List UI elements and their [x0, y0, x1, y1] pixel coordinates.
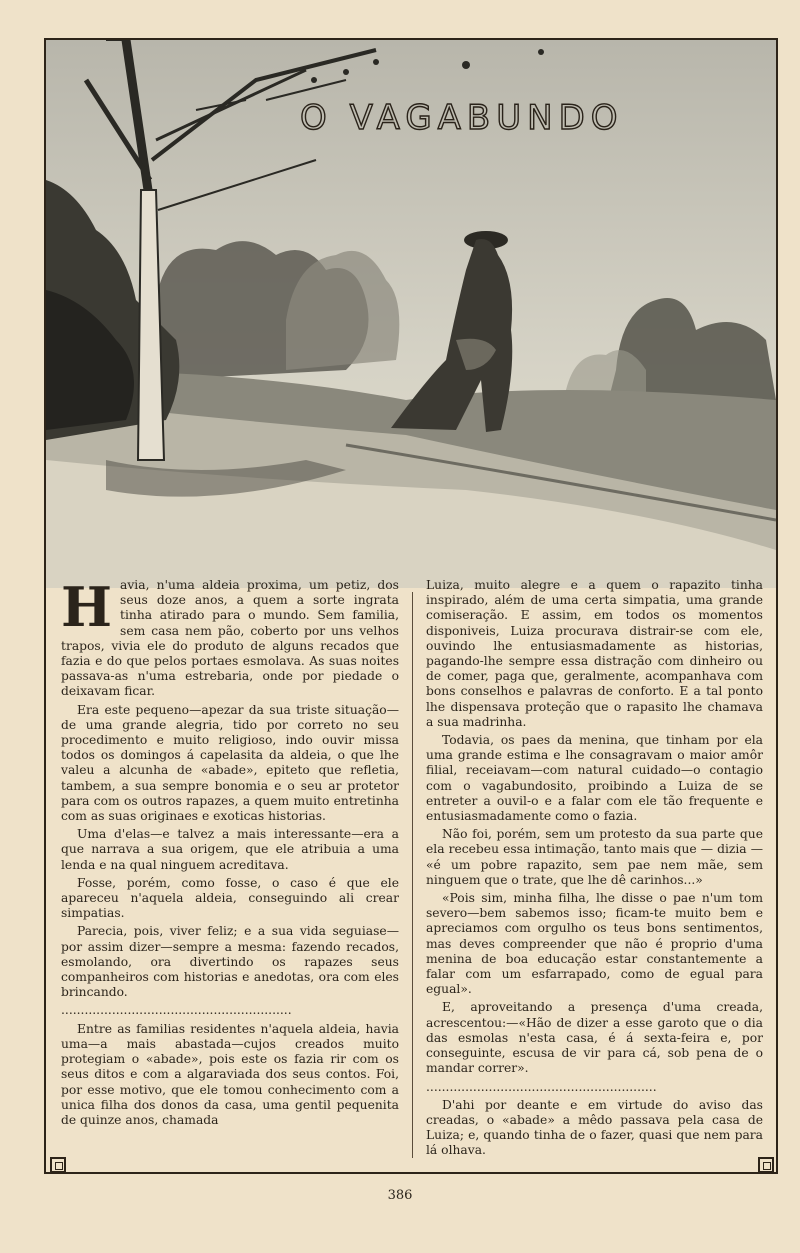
paragraph: Não foi, porém, sem um protesto da sua parte que ela recebeu essa intimação, tanto mais que — dizia — «é um pobre rapazito, sem pae nem mãe, sem ninguem que o trate, que lhe dê carinhos...» — [426, 827, 763, 887]
corner-ornament-right-icon — [758, 1157, 774, 1173]
paragraph: Fosse, porém, como fosse, o caso é que ele apareceu n'aquela aldeia, conseguindo ali crear simpatias. — [61, 875, 399, 921]
page-number: 386 — [387, 1188, 413, 1203]
corner-ornament-left-icon — [50, 1157, 66, 1173]
paragraph: Havia, n'uma aldeia proxima, um petiz, dos seus doze anos, a quem a sorte ingrata tinha atirado para o mundo. Sem familia, sem casa nem pão, coberto por uns velhos trapos, vivia ele do produto de alguns recados que fazia e do que pelos portaes esmolava. As suas noites passava-as n'uma estrebaria, onde por piedade o deixavam ficar. — [61, 575, 399, 699]
paragraph: Entre as familias residentes n'aquela aldeia, havia uma—a mais abastada—cujos creados muito protegiam o «abade», pois este os fazia rir com os seus ditos e com a algaraviada dos seus contos. Foi, por esse motivo, que ele tomou conhecimento com a unica filha dos donos da casa, uma gentil pequenita de quinze anos, chamada — [61, 1021, 399, 1127]
paragraph: E, aproveitando a presença d'uma creada, acrescentou:—«Hão de dizer a esse garoto que o dia das esmolas n'esta casa, é á sexta-feira e, por conseguinte, escusa de vir para cá, sob pena de o mandar correr». — [426, 1000, 763, 1076]
column-divider — [412, 592, 413, 1158]
article-title: O VAGABUNDO — [300, 98, 624, 138]
paragraph: Luiza, muito alegre e a quem o rapazito tinha inspirado, além de uma certa simpatia, uma grande comiseração. E assim, em todos os momentos disponiveis, Luiza procurava distrair-se com ele, ouvindo lhe entusiasmadamente as historias, pagando-lhe sempre essa distração com dinheiro ou de comer, paga que, geralmente, acompanhava com bons conselhos e palavras de conforto. E a tal ponto lhe dispensava proteção que o rapasito lhe chamava a sua madrinha. — [426, 578, 763, 729]
paragraph: Uma d'elas—e talvez a mais interessante—era a que narrava a sua origem, que ele atribuia a uma lenda e na qual ninguem acreditava. — [61, 827, 399, 872]
paragraph: Era este pequeno—apezar da sua triste situação—de uma grande alegria, tido por correto no seu procedimento e muito religioso, indo ouvir missa todos os domingos á capelasita da aldeia, o que lhe valeu a alcunha de «abade», epiteto que refletia, tambem, a sua sempre bonomia e o seu ar protetor para com os outros rapazes, a quem muito entretinha com as suas originaes e exoticas historias. — [61, 702, 399, 824]
text-column-right — [426, 578, 763, 1162]
paragraph: D'ahi por deante e em virtude do aviso das creadas, o «abade» a mêdo passava pela casa de Luiza; e, quando tinha de o fazer, quasi que nem para lá olhava. — [426, 1097, 763, 1158]
text-column-left — [61, 575, 399, 1131]
drop-cap: H — [61, 575, 113, 639]
paragraph: Parecia, pois, viver feliz; e a sua vida seguiase—por assim dizer—sempre a mesma: fazendo recados, esmolando, ora divertindo os rapazes seus companheiros com historias e anedotas, ora com eles brincando. — [61, 924, 399, 1000]
paragraph: Todavia, os paes da menina, que tinham por ela uma grande estima e lhe consagravam o maior amôr filial, receiavam—com natural cuidado—o contagio com o vagabundosito, proibindo a Luiza de se entreter a ouvil-o e a falar com ele tão frequente e entusiasmadamente como o fazia. — [426, 733, 763, 824]
section-separator: ........................................................... — [426, 1079, 657, 1094]
section-separator: ........................................................... — [61, 1003, 292, 1018]
paragraph: «Pois sim, minha filha, lhe disse o pae n'um tom severo—bem sabemos isso; ficam-te muito bem e apreciamos com orgulho os teus bons sentimentos, mas deves compreender que não é proprio d'uma menina de boa educação estar constantemente a falar com um esfarrapado, como de egual para egual». — [426, 891, 763, 997]
